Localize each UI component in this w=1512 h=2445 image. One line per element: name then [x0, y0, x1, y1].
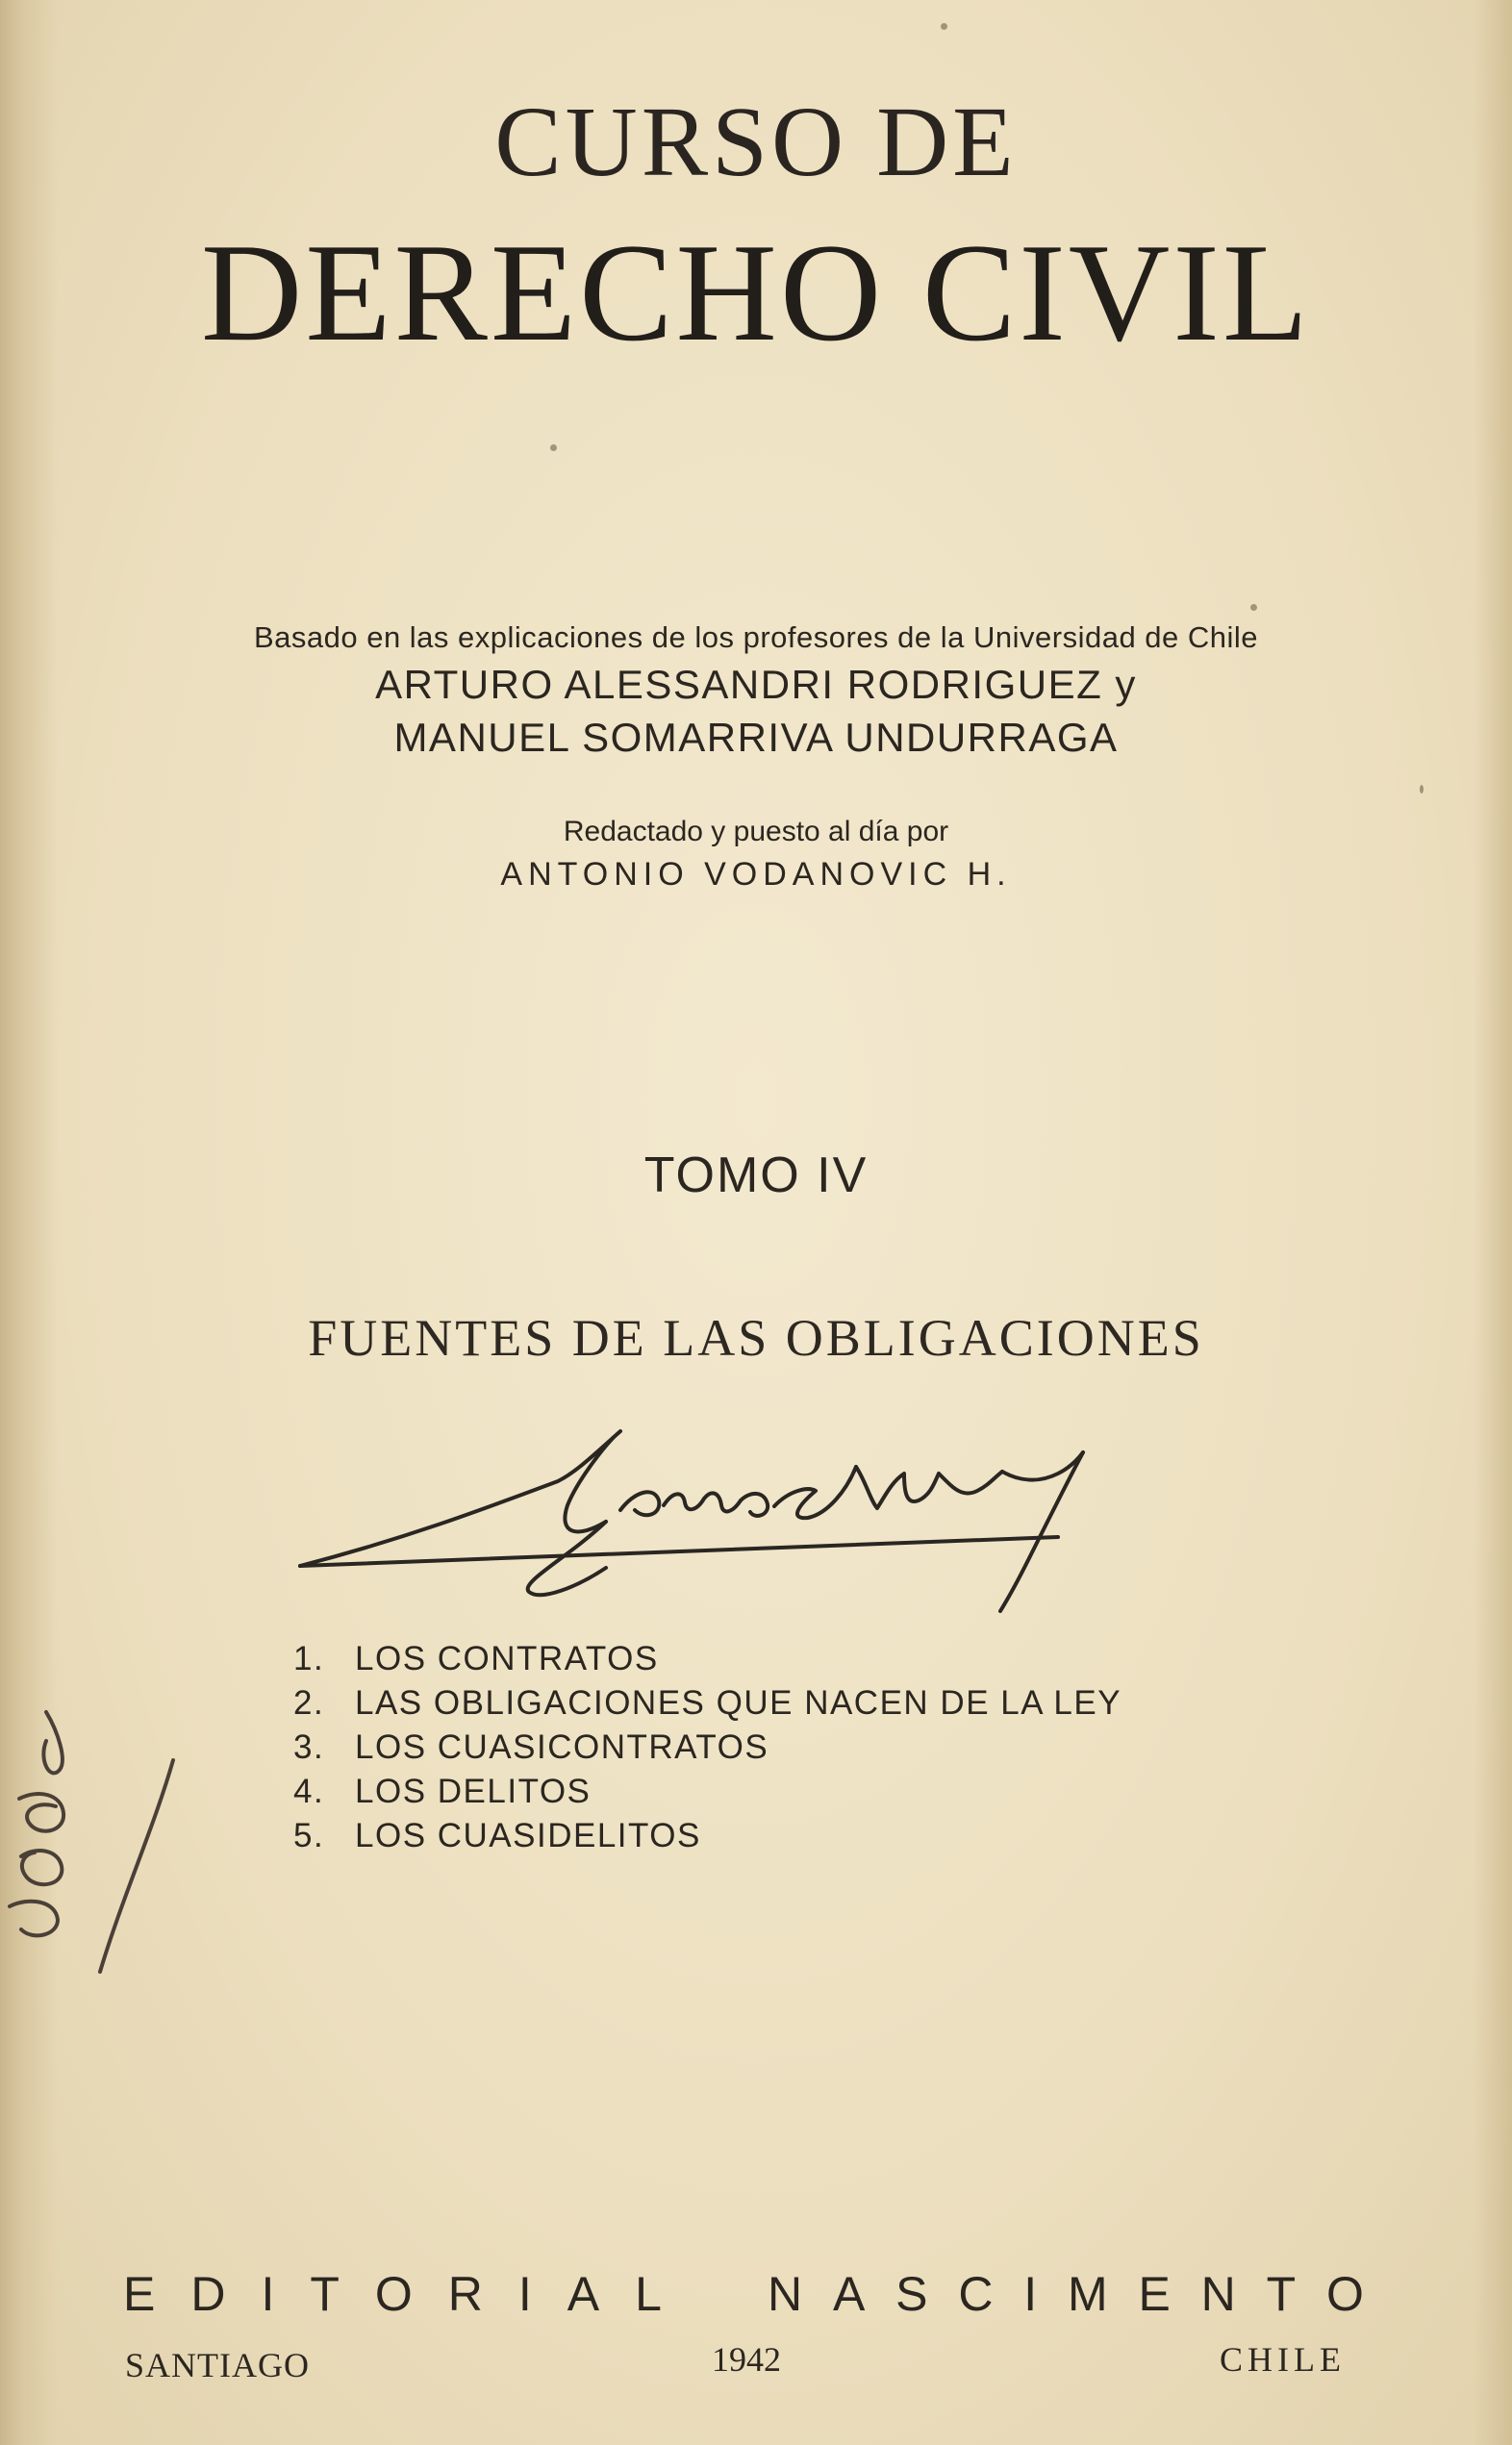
handwritten-signature [289, 1414, 1154, 1626]
volume-subject: FUENTES DE LAS OBLIGACIONES [308, 1309, 1204, 1367]
paper-speck [1420, 785, 1424, 794]
publisher-name [123, 2266, 1364, 2322]
contents-item [293, 1681, 1121, 1726]
contents-item-label: LOS CUASICONTRATOS [355, 1728, 769, 1766]
contents-item-number: 2. [293, 1684, 325, 1722]
imprint-country: CHILE [1220, 2340, 1346, 2379]
author-line-2: MANUEL SOMARRIVA UNDURRAGA [393, 715, 1119, 760]
handwritten-margin-note [0, 1693, 212, 2001]
imprint-year: 1942 [712, 2340, 781, 2379]
editor-name: ANTONIO VODANOVIC H. [500, 856, 1012, 893]
paper-speck [941, 23, 947, 30]
contents-item-number: 3. [293, 1728, 325, 1766]
contents-item-label: LOS CONTRATOS [355, 1640, 659, 1677]
title-line-2: DERECHO CIVIL [200, 214, 1312, 370]
paper-speck [550, 444, 557, 451]
contents-item-number: 5. [293, 1817, 325, 1854]
publisher-word-1: E D I T O R I A L [123, 2267, 662, 2321]
contents-item-label: LOS CUASIDELITOS [355, 1817, 701, 1854]
contents-item-label: LAS OBLIGACIONES QUE NACEN DE LA LEY [355, 1684, 1122, 1722]
contents-item [293, 1770, 1121, 1814]
contents-item [293, 1726, 1121, 1770]
contents-item-number: 1. [293, 1640, 325, 1677]
contents-item [293, 1637, 1121, 1681]
editor-label: Redactado y puesto al día por [563, 816, 949, 847]
contents-item-number: 4. [293, 1773, 325, 1810]
title-line-1: CURSO DE [494, 87, 1018, 197]
basis-statement: Basado en las explicaciones de los profesores de la Universidad de Chile [253, 620, 1259, 654]
contents-item-label: LOS DELITOS [355, 1773, 592, 1810]
paper-speck [1250, 604, 1257, 611]
contents-item [293, 1814, 1121, 1858]
volume-number: TOMO IV [643, 1147, 869, 1203]
contents-list [293, 1637, 1121, 1858]
imprint-city: SANTIAGO [125, 2346, 310, 2384]
publisher-word-2: N A S C I M E N T O [768, 2267, 1364, 2321]
author-line-1: ARTURO ALESSANDRI RODRIGUEZ y [375, 662, 1137, 707]
